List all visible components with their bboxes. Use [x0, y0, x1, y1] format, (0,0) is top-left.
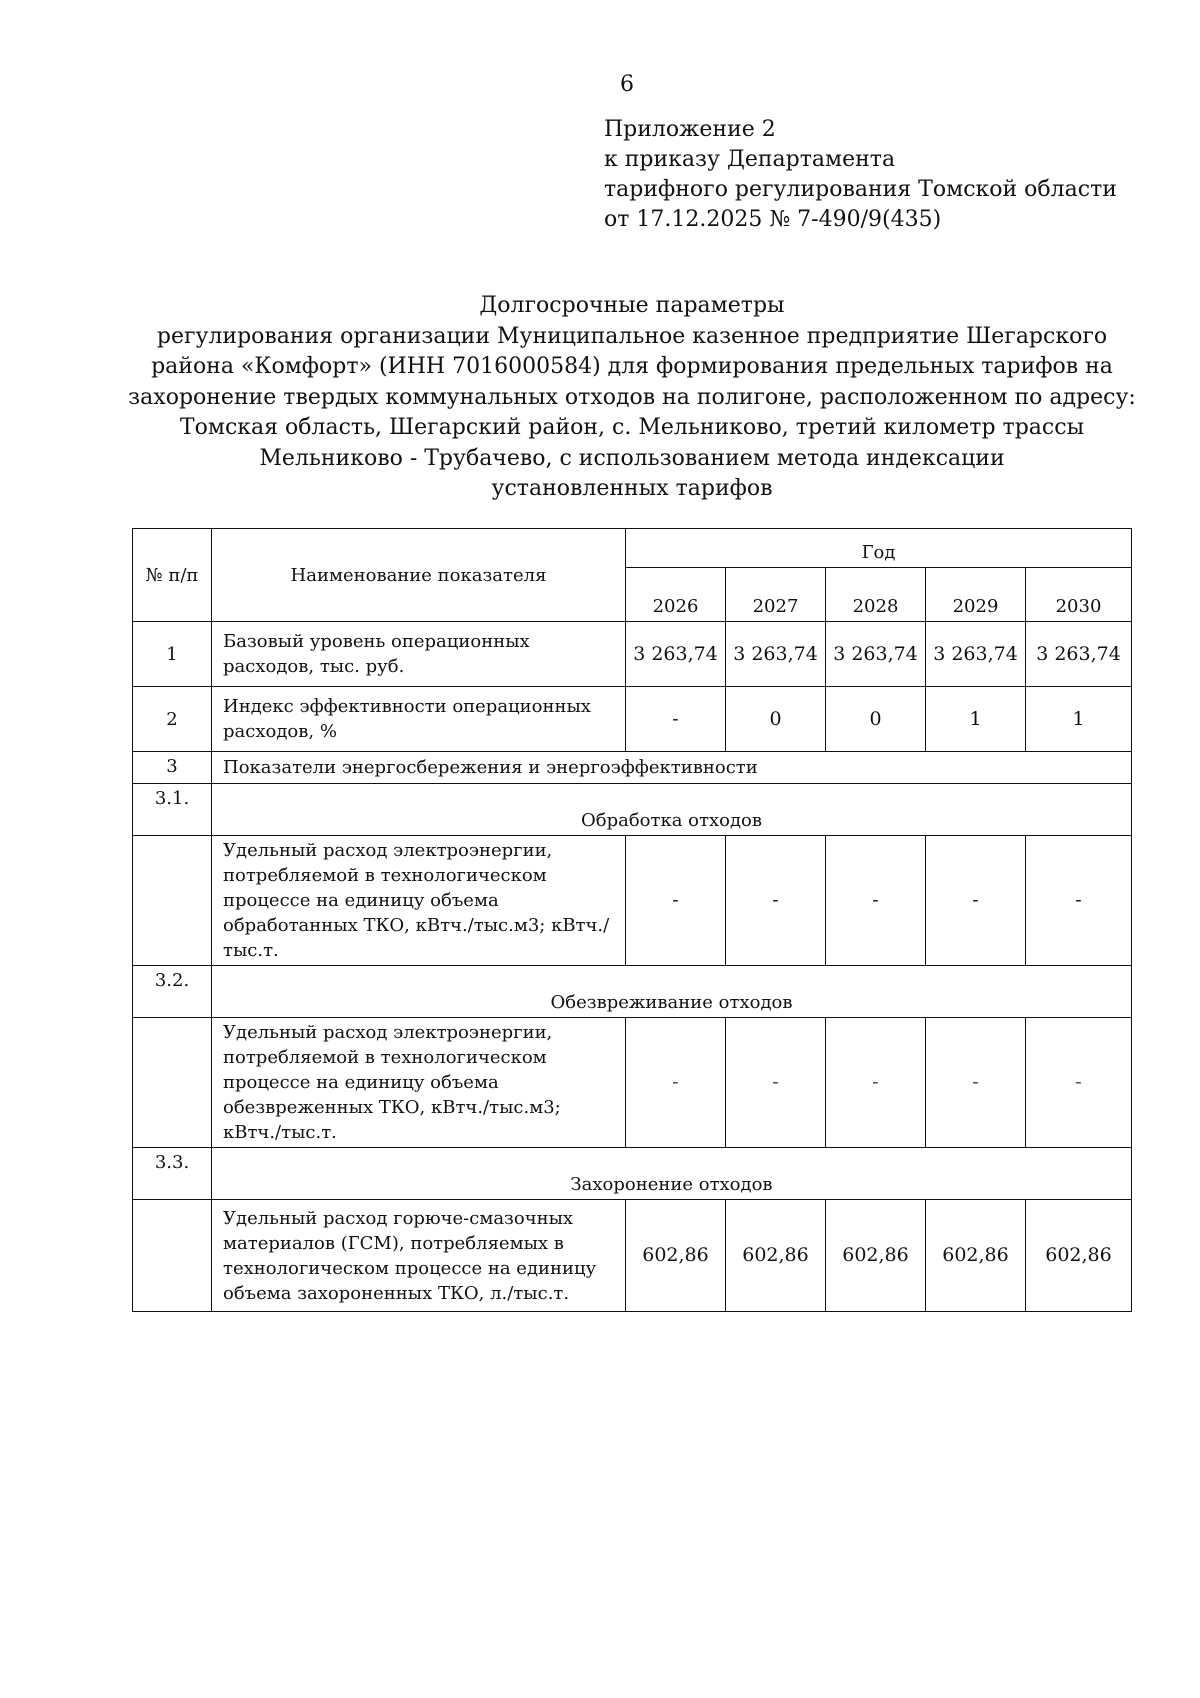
- appendix-line: от 17.12.2025 № 7-490/9(435): [604, 207, 942, 232]
- header-name: Наименование показателя: [212, 529, 626, 622]
- header-year-group: Год: [626, 529, 1132, 568]
- row-value: 602,86: [626, 1200, 726, 1312]
- row-value: 3 263,74: [1026, 622, 1132, 687]
- row-value: 3 263,74: [626, 622, 726, 687]
- row-value: -: [726, 1018, 826, 1148]
- row-num: 2: [133, 687, 212, 752]
- header-year: 2027: [726, 568, 826, 622]
- page-number: 6: [620, 72, 634, 97]
- header-year: 2029: [926, 568, 1026, 622]
- row-value: 1: [926, 687, 1026, 752]
- header-num: № п/п: [133, 529, 212, 622]
- header-year: 2028: [826, 568, 926, 622]
- row-value: 0: [826, 687, 926, 752]
- table-row: [133, 752, 1132, 784]
- title-line: Томская область, Шегарский район, с. Мельниково, третий километр трассы: [179, 415, 1085, 440]
- appendix-block: [604, 115, 1117, 235]
- section-num: 3.2.: [133, 966, 212, 1018]
- row-value: -: [926, 1018, 1026, 1148]
- title-line: регулирования организации Муниципальное казенное предприятие Шегарского: [156, 323, 1108, 349]
- title-line: захоронение твердых коммунальных отходов на полигоне, расположенном по адресу:: [128, 384, 1136, 410]
- row-value: -: [1026, 836, 1132, 966]
- section-row: [133, 784, 1132, 836]
- parameters-table: [132, 528, 1132, 1312]
- row-value: 3 263,74: [726, 622, 826, 687]
- row-value: -: [926, 836, 1026, 966]
- row-value: 602,86: [926, 1200, 1026, 1312]
- appendix-line: к приказу Департамента: [604, 147, 896, 172]
- row-value: -: [626, 1018, 726, 1148]
- row-name: Удельный расход горюче-смазочных материалов (ГСМ), потребляемых в технологическом процессе на единицу объема захороненных ТКО, л./тыс.т.: [212, 1200, 626, 1312]
- row-value: 3 263,74: [826, 622, 926, 687]
- table-row: [133, 622, 1132, 687]
- section-title: Захоронение отходов: [212, 1148, 1132, 1200]
- row-value: -: [826, 1018, 926, 1148]
- row-value: 0: [726, 687, 826, 752]
- row-name: Показатели энергосбережения и энергоэффективности: [212, 752, 1132, 784]
- row-value: -: [626, 836, 726, 966]
- section-row: [133, 1148, 1132, 1200]
- title-line: района «Комфорт» (ИНН 7016000584) для формирования предельных тарифов на: [151, 354, 1113, 379]
- row-num: 1: [133, 622, 212, 687]
- section-title: Обезвреживание отходов: [212, 966, 1132, 1018]
- row-name: Базовый уровень операционных расходов, тыс. руб.: [212, 622, 626, 687]
- header-year: 2030: [1026, 568, 1132, 622]
- appendix-line: тарифного регулирования Томской области: [604, 177, 1117, 202]
- row-value: 602,86: [726, 1200, 826, 1312]
- table-row: [133, 687, 1132, 752]
- row-value: -: [1026, 1018, 1132, 1148]
- row-value: 1: [1026, 687, 1132, 752]
- title-line: Мельниково - Трубачево, с использованием метода индексации: [259, 445, 1005, 471]
- section-num: 3.3.: [133, 1148, 212, 1200]
- title-line: Долгосрочные параметры: [479, 293, 785, 318]
- row-name: Удельный расход электроэнергии, потребляемой в технологическом процессе на единицу объема обезвреженных ТКО, кВтч./тыс.м3; кВтч./тыс.т.: [212, 1018, 626, 1148]
- table-row: [133, 1200, 1132, 1312]
- row-name: Индекс эффективности операционных расходов, %: [212, 687, 626, 752]
- appendix-line: Приложение 2: [604, 117, 776, 142]
- section-title: Обработка отходов: [212, 784, 1132, 836]
- row-num-empty: [133, 1018, 212, 1148]
- table-row: [133, 836, 1132, 966]
- row-value: 602,86: [826, 1200, 926, 1312]
- row-value: 3 263,74: [926, 622, 1026, 687]
- table-row: [133, 1018, 1132, 1148]
- row-value: 602,86: [1026, 1200, 1132, 1312]
- title-line: установленных тарифов: [491, 476, 773, 501]
- row-name: Удельный расход электроэнергии, потребляемой в технологическом процессе на единицу объема обработанных ТКО, кВтч./тыс.м3; кВтч./тыс.т.: [212, 836, 626, 966]
- header-row: [133, 529, 1132, 568]
- row-num-empty: [133, 836, 212, 966]
- row-num: 3: [133, 752, 212, 784]
- row-value: -: [826, 836, 926, 966]
- row-value: -: [626, 687, 726, 752]
- section-num: 3.1.: [133, 784, 212, 836]
- header-year: 2026: [626, 568, 726, 622]
- section-row: [133, 966, 1132, 1018]
- row-value: -: [726, 836, 826, 966]
- document-title: [60, 291, 1200, 505]
- row-num-empty: [133, 1200, 212, 1312]
